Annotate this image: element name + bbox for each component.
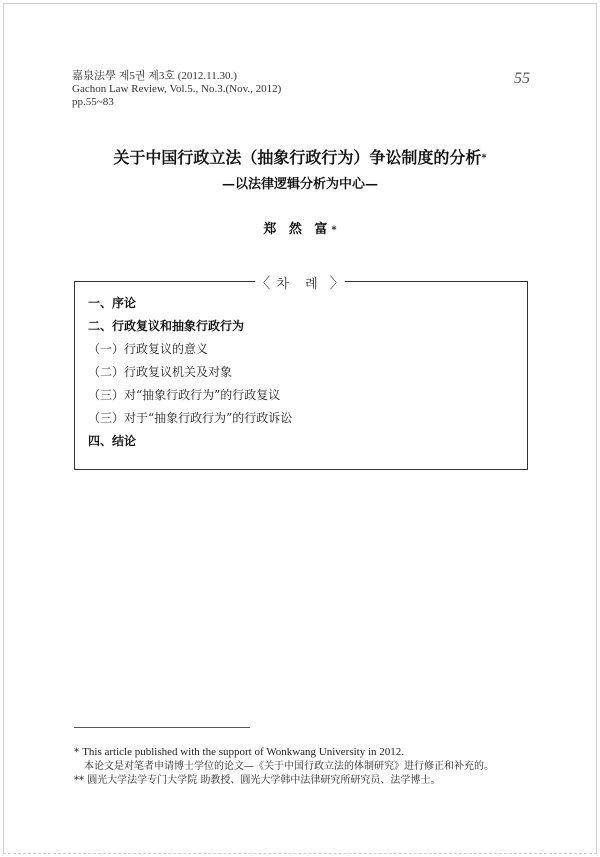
page-range: pp.55~83 [72,96,114,108]
footnote-2-mark: ** [74,775,84,786]
toc-left-bracket: 〈 [255,274,271,292]
article-subtitle: —以法律逻辑分析为中心— [221,177,378,192]
footnote-1-mark: * [74,747,79,758]
toc-item: 一、序论 [88,296,137,310]
toc-item: （一）行政复议的意义 [88,342,209,356]
footnote-1 [74,745,494,760]
journal-korean: 嘉泉法學 제5권 제3호 (2012.11.30.) [72,70,237,82]
toc-item: （三）对“抽象行政行为”的行政复议 [88,388,281,402]
footnote-2-text: 圓光大学法学专门大学院 助教授、圓光大学韩中法律研究所研究员、法学博士。 [87,775,441,786]
toc-item: 四、结论 [88,434,137,448]
footnotes [74,745,494,788]
author-name: 郑 然 富 [263,222,332,237]
journal-english: Gachon Law Review, Vol.5., No.3.(Nov., 2012) [72,83,282,95]
toc-item: （二）行政复议机关及对象 [88,365,233,379]
footnote-1-english: This article published with the support of Wonkwang University in 2012. [82,746,405,758]
toc-right-bracket: 〉 [329,274,345,292]
toc-item: （三）对于“抽象行政行为”的行政诉讼 [88,411,293,425]
author [0,218,600,237]
footnote-1-chinese: 本论文是对笔者申请博士学位的论文—《关于中国行政立法的体制研究》进行修正和补充的。 [84,761,494,772]
article-title-text: 关于中国行政立法（抽象行政行为）争讼制度的分析 [113,148,482,167]
article-title [0,145,600,168]
footnote-divider [74,727,250,728]
author-footnote-mark: * [331,225,337,236]
toc-item: 二、行政复议和抽象行政行为 [88,319,245,333]
toc-list [88,296,292,457]
toc-heading-label: 차 례 [270,277,329,292]
journal-meta [72,70,281,109]
page-number: 55 [514,70,530,87]
footnote-2 [74,774,494,788]
title-footnote-mark: * [481,153,487,164]
